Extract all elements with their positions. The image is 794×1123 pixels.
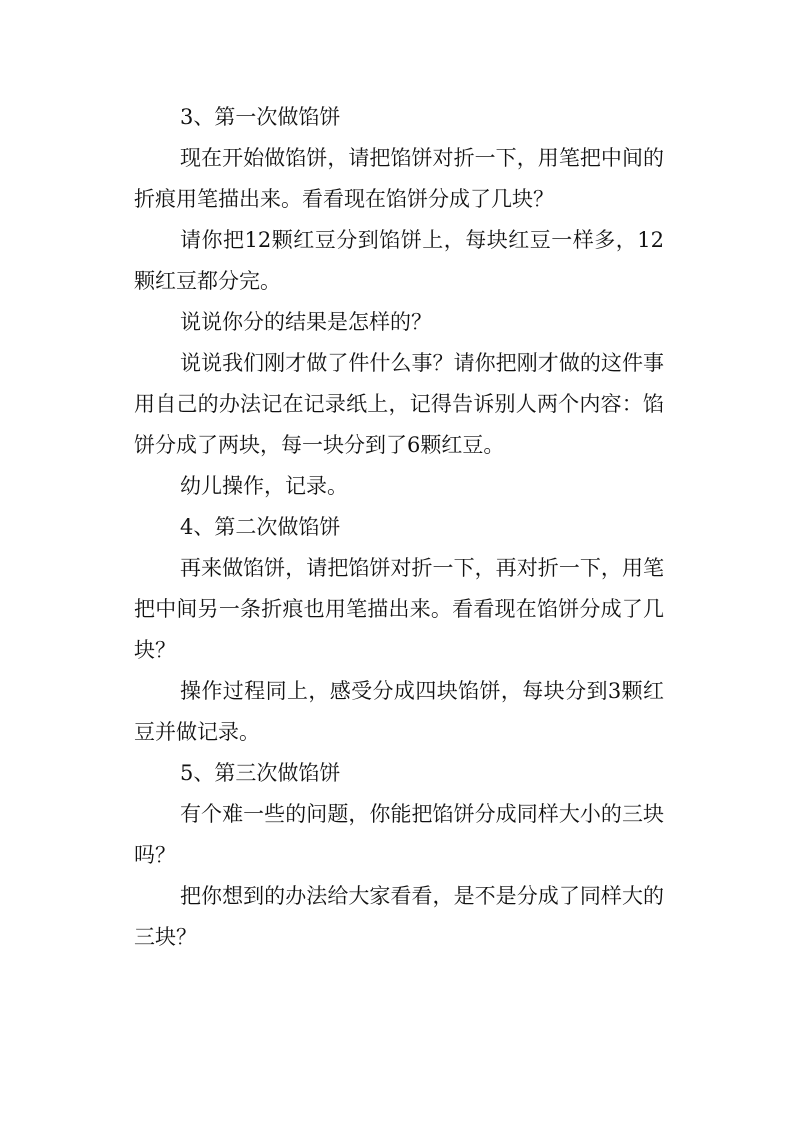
paragraph: 幼儿操作，记录。 — [180, 474, 348, 498]
paragraph: 说说你分的结果是怎样的？ — [180, 310, 432, 334]
section-heading-second-pie: 4、第二次做馅饼 — [180, 515, 341, 539]
section-heading-third-pie: 5、第三次做馅饼 — [180, 761, 341, 785]
paragraph: 把你想到的办法给大家看看，是不是分成了同样大的三块？ — [134, 884, 664, 949]
paragraph: 请你把12颗红豆分到馅饼上，每块红豆一样多，12颗红豆都分完。 — [134, 228, 664, 293]
paragraph: 现在开始做馅饼，请把馅饼对折一下，用笔把中间的折痕用笔描出来。看看现在馅饼分成了几块？ — [134, 146, 664, 211]
document-body — [134, 97, 664, 958]
paragraph: 说说我们刚才做了件什么事？请你把刚才做的这件事用自己的办法记在记录纸上，记得告诉别人两个内容：馅饼分成了两块，每一块分到了6颗红豆。 — [134, 351, 664, 457]
paragraph: 有个难一些的问题，你能把馅饼分成同样大小的三块吗？ — [134, 802, 664, 867]
paragraph: 再来做馅饼，请把馅饼对折一下，再对折一下，用笔把中间另一条折痕也用笔描出来。看看现在馅饼分成了几块？ — [134, 556, 664, 662]
paragraph: 操作过程同上，感受分成四块馅饼，每块分到3颗红豆并做记录。 — [134, 679, 664, 744]
section-heading-first-pie: 3、第一次做馅饼 — [180, 105, 341, 129]
